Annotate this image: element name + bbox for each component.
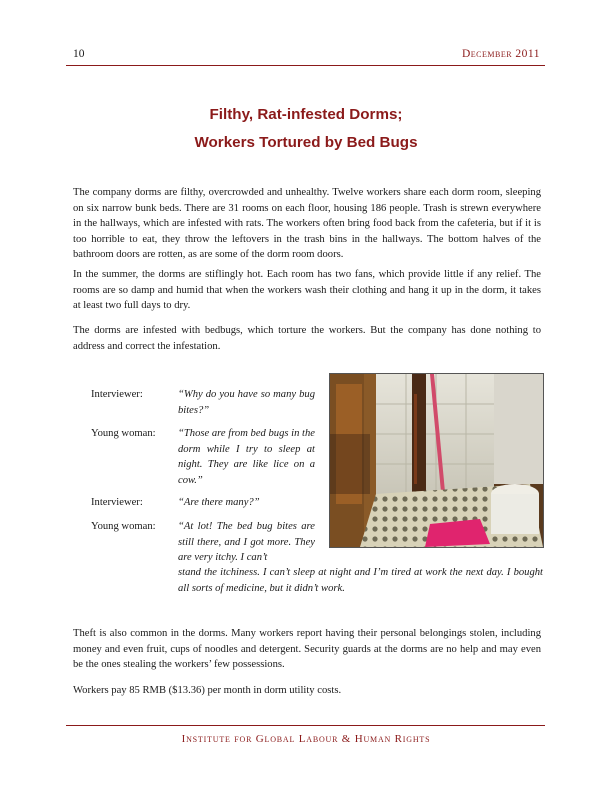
interview-quote: “At lot! The bed bug bites are still there, and I got more. They are very itchy. I can’t [178,521,315,564]
paragraph-summer: In the summer, the dorms are stiflingly hot. Each room has two fans, which provide little if any relief. The rooms are so damp and humid that when the workers wash their clothing and hang it up in the dorm, it takes at least two full days to dry. [73,269,541,312]
interview-speaker: Young woman: [91,521,156,532]
interview-speaker: Young woman: [91,428,156,439]
page-number: 10 [73,48,85,60]
interview-speaker: Interviewer: [91,497,143,508]
article-title-line1: Filthy, Rat-infested Dorms; [209,106,403,123]
bathroom-photo [329,373,544,548]
paragraph-utility-costs: Workers pay 85 RMB ($13.36) per month in dorm utility costs. [73,685,342,696]
interview-quote: “Why do you have so many bug bites?” [178,389,315,416]
footer-rule [66,725,545,726]
interview-speaker: Interviewer: [91,389,143,400]
article-title-line2: Workers Tortured by Bed Bugs [194,134,418,151]
footer-organization: Institute for Global Labour & Human Rights [181,733,431,745]
header-date-text: December 2011 [461,48,540,60]
paragraph-theft: Theft is also common in the dorms. Many workers report having their personal belongings stolen, including money and even fruit, cups of noodles and detergent. Security guards at the dorms are no help and may even be the ones stealing the workers’ few possessions. [73,628,541,671]
header-rule [66,65,545,66]
interview-quote-continuation: stand the itchiness. I can’t sleep at night and I’m tired at work the next day. I bought all sorts of medicine, but it didn’t work. [178,567,543,594]
interview-quote: “Are there many?” [178,497,260,508]
interview-quote: “Those are from bed bugs in the dorm while I try to sleep at night. They are like lice on a cow.” [178,428,315,486]
paragraph-bedbugs: The dorms are infested with bedbugs, which torture the workers. But the company has done nothing to address and correct the infestation. [73,325,541,352]
paragraph-dorms: The company dorms are filthy, overcrowded and unhealthy. Twelve workers share each dorm room, sleeping on six narrow bunk beds. There are 31 rooms on each floor, housing 186 people. Trash is strewn everywhere in the hallways, which are infested with rats. The workers often bring food back from the cafeteria, but if it is too horrible to eat, they throw the leftovers in the trash bins in the hallways. The bottom halves of the bathroom doors are rotten, as are some of the dorm room doors. [73,187,541,261]
header-date [462,48,540,60]
